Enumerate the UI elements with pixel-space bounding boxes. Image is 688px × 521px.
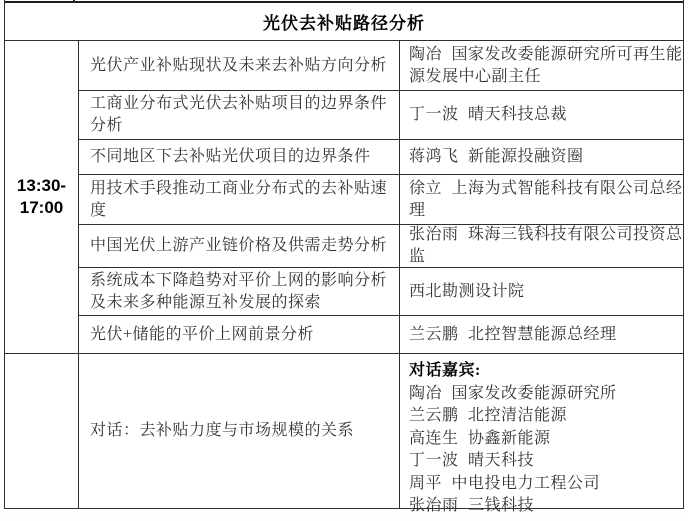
table-row: [79, 175, 683, 225]
table-row: [79, 268, 683, 316]
topic-cell: 用技术手段推动工商业分布式的去补贴速度: [79, 175, 400, 224]
speaker-cell: 张治雨 珠海三钱科技有限公司投资总监: [409, 226, 683, 265]
session-body: [5, 41, 683, 354]
speaker-cell: 西北勘测设计院: [409, 282, 525, 300]
topic-cell: 不同地区下去补贴光伏项目的边界条件: [79, 140, 400, 174]
dialogue-guests-label: 对话嘉宾:: [409, 362, 481, 379]
speaker-cell: 徐立 上海为式智能科技有限公司总经理: [409, 179, 683, 219]
dialogue-time-cell-empty: [5, 354, 79, 508]
table-top-fragment: [5, 0, 683, 3]
fragment-column-divider: [73, 0, 75, 3]
table-row: [79, 140, 683, 175]
time-cell: [5, 41, 79, 353]
dialogue-guest: 兰云鹏 北控清洁能源: [409, 407, 568, 424]
time-start: 13:30-: [16, 176, 67, 195]
speaker-cell: 陶冶 国家发改委能源研究所可再生能源发展中心副主任: [409, 45, 683, 85]
dialogue-guest: 陶冶 国家发改委能源研究所: [409, 384, 617, 402]
topic-cell: 系统成本下降趋势对平价上网的影响分析及未来多种能源互补发展的探索: [79, 268, 400, 315]
session-title: 光伏去补贴路径分析: [263, 14, 425, 33]
dialogue-topic-cell: 对话：去补贴力度与市场规模的关系: [79, 354, 400, 508]
session-header-row: [5, 3, 683, 41]
topic-rows: [79, 41, 683, 353]
table-row: [79, 316, 683, 353]
dialogue-guest: 周平 中电投电力工程公司: [409, 474, 601, 492]
topic-cell: 光伏+储能的平价上网前景分析: [79, 316, 400, 353]
topic-cell: 光伏产业补贴现状及未来去补贴方向分析: [79, 41, 400, 90]
dialogue-guest: 张治雨 三钱科技: [409, 497, 535, 514]
table-row: [79, 91, 683, 140]
dialogue-guest: 高连生 协鑫新能源: [409, 429, 551, 447]
dialogue-guests-cell: [400, 354, 683, 514]
speaker-cell: 丁一波 晴天科技总裁: [409, 106, 568, 123]
table-row: [79, 225, 683, 268]
table-row: [79, 41, 683, 91]
topic-cell: 工商业分布式光伏去补贴项目的边界条件分析: [79, 91, 400, 139]
speaker-cell: 兰云鹏 北控智慧能源总经理: [409, 325, 617, 343]
dialogue-row: [5, 354, 683, 514]
time-end: 17:00: [19, 198, 64, 217]
dialogue-guest: 丁一波 晴天科技: [409, 452, 535, 469]
topic-cell: 中国光伏上游产业链价格及供需走势分析: [79, 225, 400, 267]
speaker-cell: 蒋鸿飞 新能源投融资圈: [409, 148, 584, 165]
agenda-table: [4, 0, 684, 514]
